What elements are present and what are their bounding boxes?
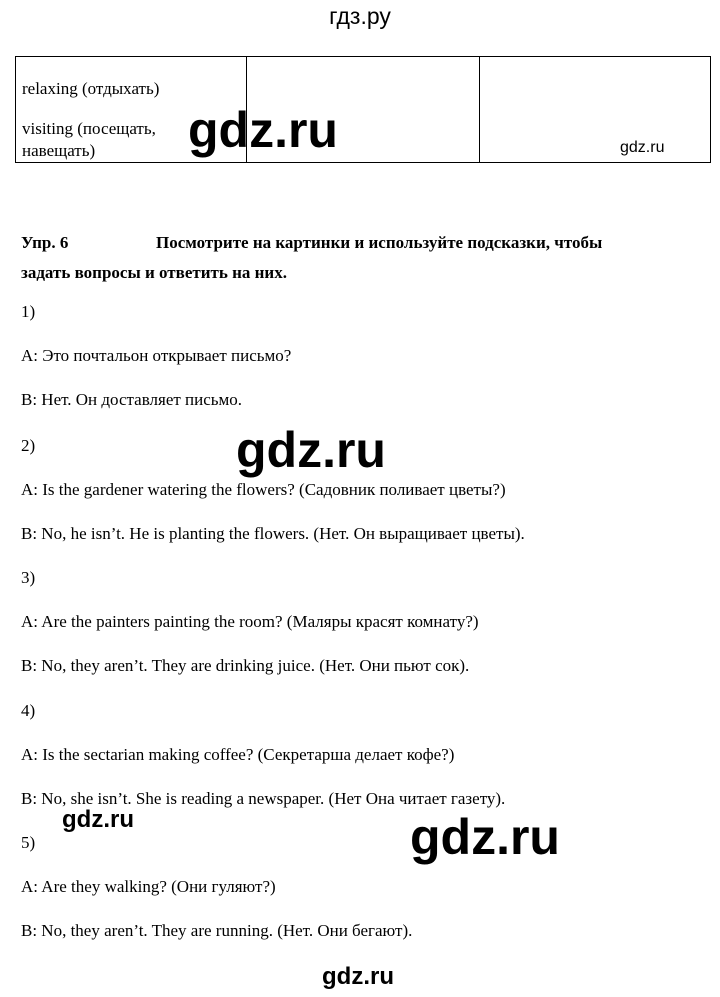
watermark-big-2: gdz.ru	[236, 422, 386, 478]
answer-line-11: A: Is the sectarian making coffee? (Секретарша делает кофе?)	[21, 745, 455, 764]
exercise-number: Упр. 6	[21, 233, 69, 252]
vocab-word-visiting: visiting (посещать,	[22, 119, 156, 138]
answer-line-5: A: Is the gardener watering the flowers? (Садовник поливает цветы?)	[21, 480, 506, 499]
vocab-table	[15, 56, 711, 163]
answer-line-3: В: Нет. Он доставляет письмо.	[21, 390, 243, 409]
cell-watermark: gdz.ru	[620, 139, 665, 156]
answer-line-6: B: No, he isn’t. He is planting the flowers. (Нет. Он выращивает цветы).	[21, 524, 525, 543]
answer-line-7: 3)	[21, 568, 36, 587]
answer-line-1: 1)	[21, 302, 36, 321]
watermark-footer: gdz.ru	[322, 963, 394, 990]
watermark-big-1: gdz.ru	[188, 102, 338, 158]
answer-line-14: A: Are they walking? (Они гуляют?)	[21, 877, 276, 896]
answer-line-2: А: Это почтальон открывает письмо?	[21, 346, 292, 365]
vocab-word-visiting-cont: навещать)	[22, 141, 96, 160]
vocab-cell-watermark	[480, 57, 711, 163]
exercise-instruction-1: Посмотрите на картинки и используйте подсказки, чтобы	[156, 233, 603, 252]
exercise-instruction-2: задать вопросы и ответить на них.	[21, 263, 287, 282]
answer-line-15: B: No, they aren’t. They are running. (Нет. Они бегают).	[21, 921, 413, 940]
answer-line-12: B: No, she isn’t. She is reading a newspaper. (Нет Она читает газету).	[21, 789, 506, 808]
site-header: гдз.ру	[329, 3, 391, 29]
watermark-big-3: gdz.ru	[410, 809, 560, 865]
answer-line-13: 5)	[21, 833, 36, 852]
answer-line-9: B: No, they aren’t. They are drinking juice. (Нет. Они пьют сок).	[21, 656, 470, 675]
answer-line-10: 4)	[21, 701, 36, 720]
exercise-heading	[21, 228, 701, 288]
vocab-word-relaxing: relaxing (отдыхать)	[22, 79, 160, 98]
answer-line-8: A: Are the painters painting the room? (Маляры красят комнату?)	[21, 612, 479, 631]
answer-line-4: 2)	[21, 436, 36, 455]
watermark-medium: gdz.ru	[62, 806, 134, 833]
